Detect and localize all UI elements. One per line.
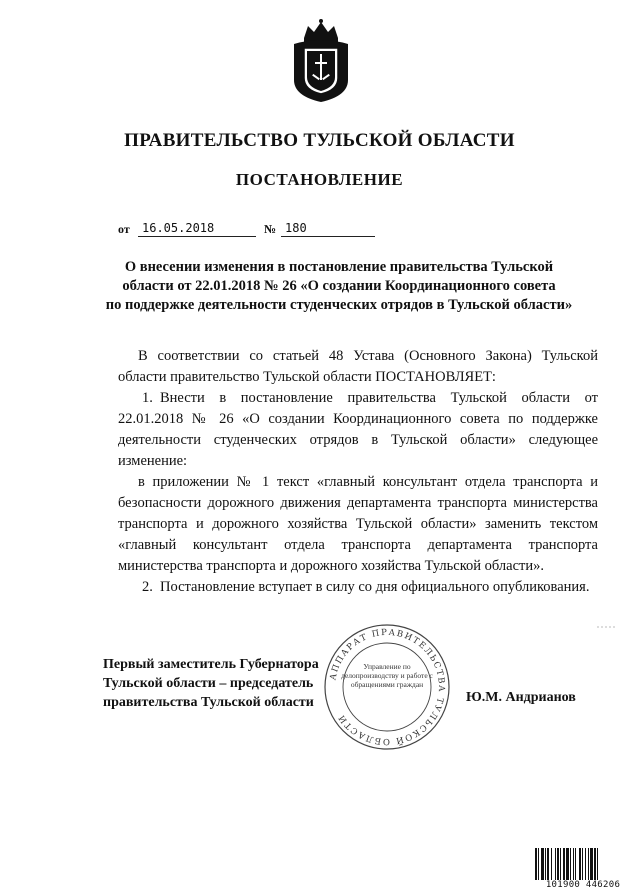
barcode-number: 101900 446206 xyxy=(533,880,633,890)
item-2 xyxy=(118,577,598,598)
document-meta xyxy=(118,219,438,239)
item-text: Постановление вступает в силу со дня официального опубликования. xyxy=(160,579,590,595)
signatory-line: Первый заместитель Губернатора xyxy=(103,657,319,672)
document-body xyxy=(118,346,598,598)
document-subject xyxy=(80,258,598,315)
document-date: 16.05.2018 xyxy=(138,221,256,237)
item-text: Внести в постановление правительства Тульской области от 22.01.2018 № 26 «О создании Координационного совета по поддержке деятельности студенческих отрядов в Тульской области» следующее изменение: xyxy=(118,390,598,469)
document-type: ПОСТАНОВЛЕНИЕ xyxy=(235,170,404,189)
government-title: ПРАВИТЕЛЬСТВО ТУЛЬСКОЙ ОБЛАСТИ xyxy=(124,130,515,151)
signatory-title xyxy=(103,655,353,712)
number-prefix: № xyxy=(264,222,277,236)
stamp-center-text: Управление по делопроизводству и работе с обращениями граждан xyxy=(341,662,433,689)
date-prefix: от xyxy=(118,222,130,236)
tula-coat-of-arms-icon xyxy=(290,18,352,104)
stamp-ring-text: АППАРАТ ПРАВИТЕЛЬСТВА ТУЛЬСКОЙ ОБЛАСТИ xyxy=(328,627,447,747)
change-paragraph: в приложении № 1 текст «главный консультант отдела транспорта и безопасности дорожного движения департамента транспорта министерства транспорта и дорожного хозяйства Тульской области» заменить текстом «главный консультант отдела транспорта департамента транспорта министерства транспорта и дорожного хозяйства Тульской области». xyxy=(118,474,598,574)
intro-paragraph: В соответствии со статьей 48 Устава (Основного Закона) Тульской области правительство Тульской области ПОСТАНОВЛЯЕТ: xyxy=(118,348,598,385)
signatory-line: Тульской области – председатель xyxy=(103,676,314,691)
item-number: 2. xyxy=(142,579,153,595)
scan-mark xyxy=(597,625,617,629)
signatory-name: Ю.М. Андрианов xyxy=(466,690,576,705)
item-1 xyxy=(118,388,598,472)
document-number: 180 xyxy=(281,221,375,237)
subject-line: по поддержке деятельности студенческих отрядов в Тульской области» xyxy=(105,297,573,313)
item-number: 1. xyxy=(142,390,153,406)
subject-line: области от 22.01.2018 № 26 «О создании Координационного совета xyxy=(122,278,556,294)
signatory-line: правительства Тульской области xyxy=(103,695,314,710)
subject-line: О внесении изменения в постановление правительства Тульской xyxy=(124,259,554,275)
